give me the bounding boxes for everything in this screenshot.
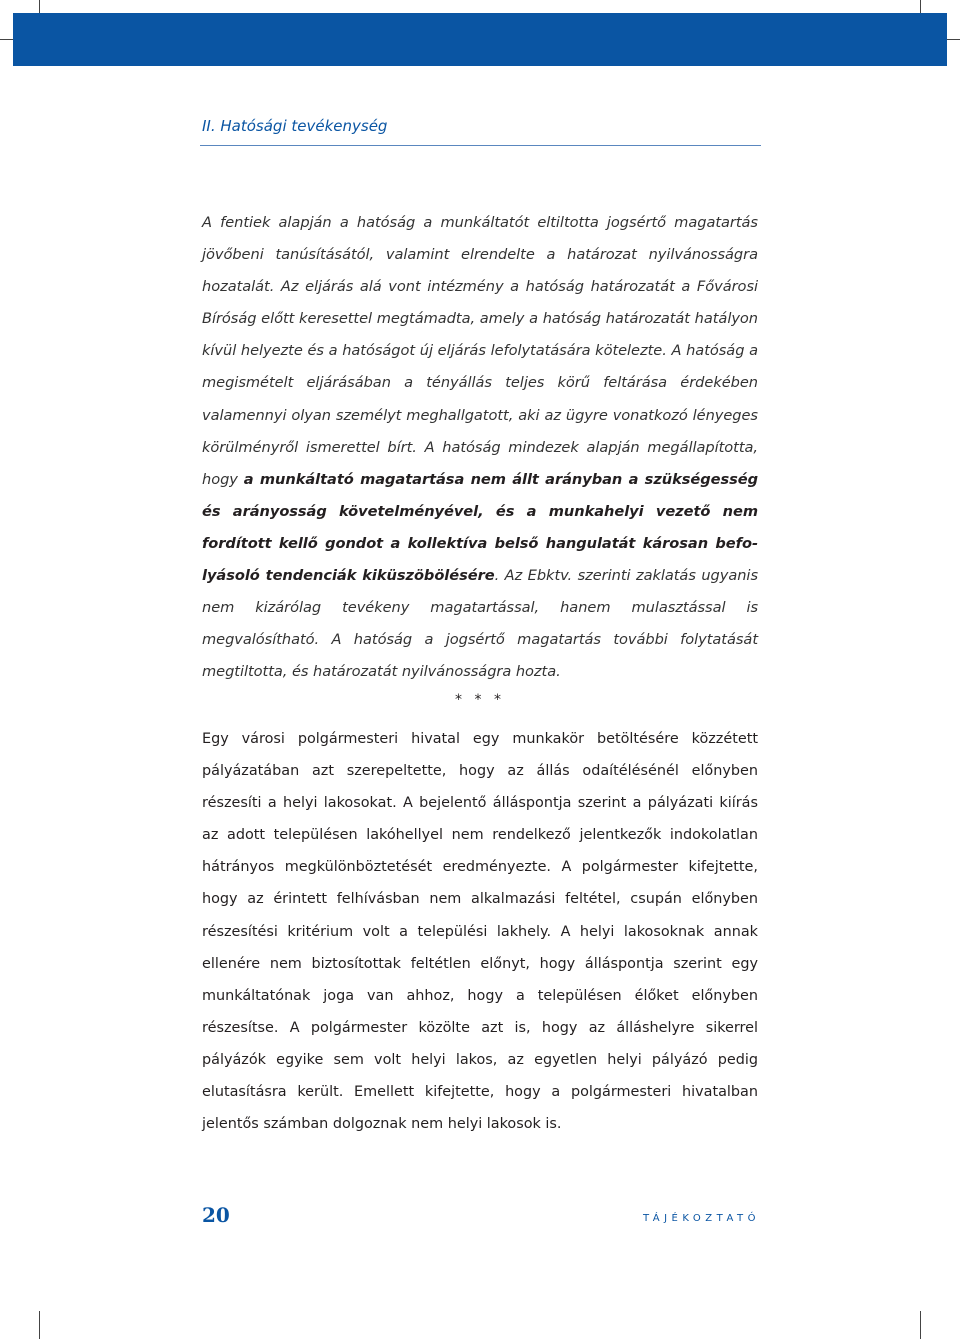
body-paragraph-2: Egy városi polgármesteri hivatal egy munkakör betöltésére közzétett pályázatában azt szerepeltette, hogy az állás odaítélésénél előnyben részesíti a helyi lakosokat. A bejelentő álláspontja szerint a pályázati kiírás az adott településen lakóhellyel nem rendelkező jelentkezők indokolatlan hátrányos megkülönböztetését eredményezte. A polgármester kifejtette, hogy az érintett felhívásban nem alkalmazási feltétel, csupán előnyben részesítési kritérium volt a települési lakhely. A helyi lakosoknak annak ellenére nem biztosítottak feltétlen előnyt, hogy álláspontja szerint egy munkáltatónak joga van ahhoz, hogy a településen élőket előnyben részesítse. A polgármester közölte azt is, hogy az álláshelyre sikerrel pályázók egyike sem volt helyi lakos, az egyetlen helyi pályázó pedig elutasításra került. Emellett kifejtette, hogy a polgármesteri hivatalban jelentős számban dolgoznak nem helyi lakosok is. xyxy=(202,731,758,1133)
crop-mark xyxy=(920,1311,921,1339)
page-number: 20 xyxy=(202,1203,230,1227)
paragraph-1-text-a: A fentiek alapján a hatóság a munkáltatót eltiltotta jogsértő magatartás jövőbeni tanúsításától, valamint elrendelte a határozat nyilvánosságra hozatalát. Az eljárás alá vont intézmény a hatóság határozatát a Fővárosi Bíróság előtt keresettel megtámadta, amely a hatóság határozatát hatályon kívül helyezte és a hatóságot új eljárás lefolytatására kötelezte. A hatóság a megismételt eljárásában a tényállás teljes körű feltárása érdekében valamennyi olyan személyt meghallgatott, aki az ügyre vonatkozó lényeges körülményről ismerettel bírt. A hatóság mindezek alapján megállapította, hogy xyxy=(202,214,758,488)
header-rule xyxy=(200,145,761,146)
publication-title: TÁJÉKOZTATÓ xyxy=(642,1213,760,1224)
section-title: II. Hatósági tevékenység xyxy=(202,117,388,135)
crop-mark xyxy=(39,1311,40,1339)
paragraph-1-text-b: . Az Ebktv. szerinti zaklatás ugyanis nem kizárólag tevékeny magatartással, hanem mulasztással is megvalósítható. A hatóság a jogsértő magatartás további folytatását megtiltotta, és határozatát nyilvánosságra hozta. xyxy=(202,567,758,681)
header-color-band xyxy=(13,13,947,66)
paragraph-1-bold: a munkáltató magatartása nem állt arányban a szükségesség és arányosság követelményével, és a munkahelyi vezető nem fordított kellő gondot a kollektíva belső hangulatát károsan befolyásoló tendenciák kiküszöbölésére xyxy=(202,470,759,585)
section-separator: * * * xyxy=(455,692,505,708)
body-paragraph-1 xyxy=(202,207,758,688)
